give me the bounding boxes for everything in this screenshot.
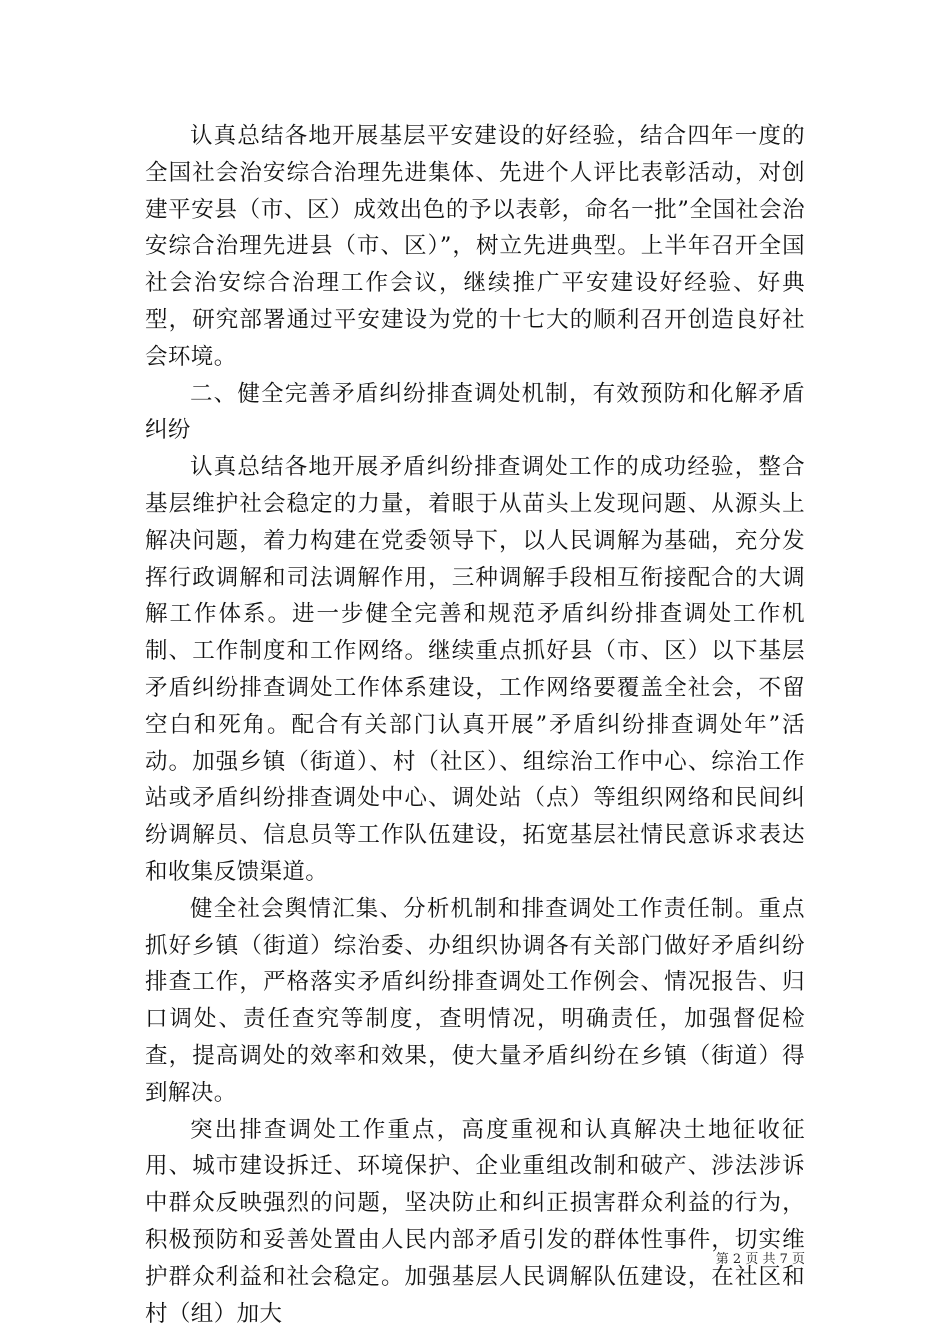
document-body [145, 118, 805, 1332]
paragraph-public-opinion-mechanism: 健全社会舆情汇集、分析机制和排查调处工作责任制。重点抓好乡镇（街道）综治委、办组织协调各有关部门做好矛盾纠纷排查工作，严格落实矛盾纠纷排查调处工作例会、情况报告、归口调处、责任查究等制度，查明情况，明确责任，加强督促检查，提高调处的效率和效果，使大量矛盾纠纷在乡镇（街道）得到解决。 [145, 895, 805, 1106]
paragraph-peace-building-experience: 认真总结各地开展基层平安建设的好经验，结合四年一度的全国社会治安综合治理先进集体、先进个人评比表彰活动，对创建平安县（市、区）成效出色的予以表彰，命名一批”全国社会治安综合治理先进县（市、区）”，树立先进典型。上半年召开全国社会治安综合治理工作会议，继续推广平安建设好经验、好典型，研究部署通过平安建设为党的十七大的顺利召开创造良好社会环境。 [145, 123, 805, 370]
section-heading-dispute-mechanism: 二、健全完善矛盾纠纷排查调处机制，有效预防和化解矛盾纠纷 [145, 380, 805, 444]
paragraph-key-issues: 突出排查调处工作重点，高度重视和认真解决土地征收征用、城市建设拆迁、环境保护、企业重组改制和破产、涉法涉诉中群众反映强烈的问题，坚决防止和纠正损害群众利益的行为，积极预防和妥善处置由人民内部矛盾引发的群体性事件，切实维护群众利益和社会稳定。加强基层人民调解队伍建设，在社区和村（组）加大 [145, 1116, 805, 1327]
paragraph-mediation-system: 认真总结各地开展矛盾纠纷排查调处工作的成功经验，整合基层维护社会稳定的力量，着眼于从苗头上发现问题、从源头上解决问题，着力构建在党委领导下，以人民调解为基础，充分发挥行政调解和司法调解作用，三种调解手段相互衔接配合的大调解工作体系。进一步健全完善和规范矛盾纠纷排查调处工作机制、工作制度和工作网络。继续重点抓好县（市、区）以下基层矛盾纠纷排查调处工作体系建设，工作网络要覆盖全社会，不留空白和死角。配合有关部门认真开展”矛盾纠纷排查调处年”活动。加强乡镇（街道）、村（社区）、组综治工作中心、综治工作站或矛盾纠纷排查调处中心、调处站（点）等组织网络和民间纠纷调解员、信息员等工作队伍建设，拓宽基层社情民意诉求表达和收集反馈渠道。 [145, 454, 805, 885]
page-number: 第 2 页 共 7 页 [715, 1252, 805, 1267]
